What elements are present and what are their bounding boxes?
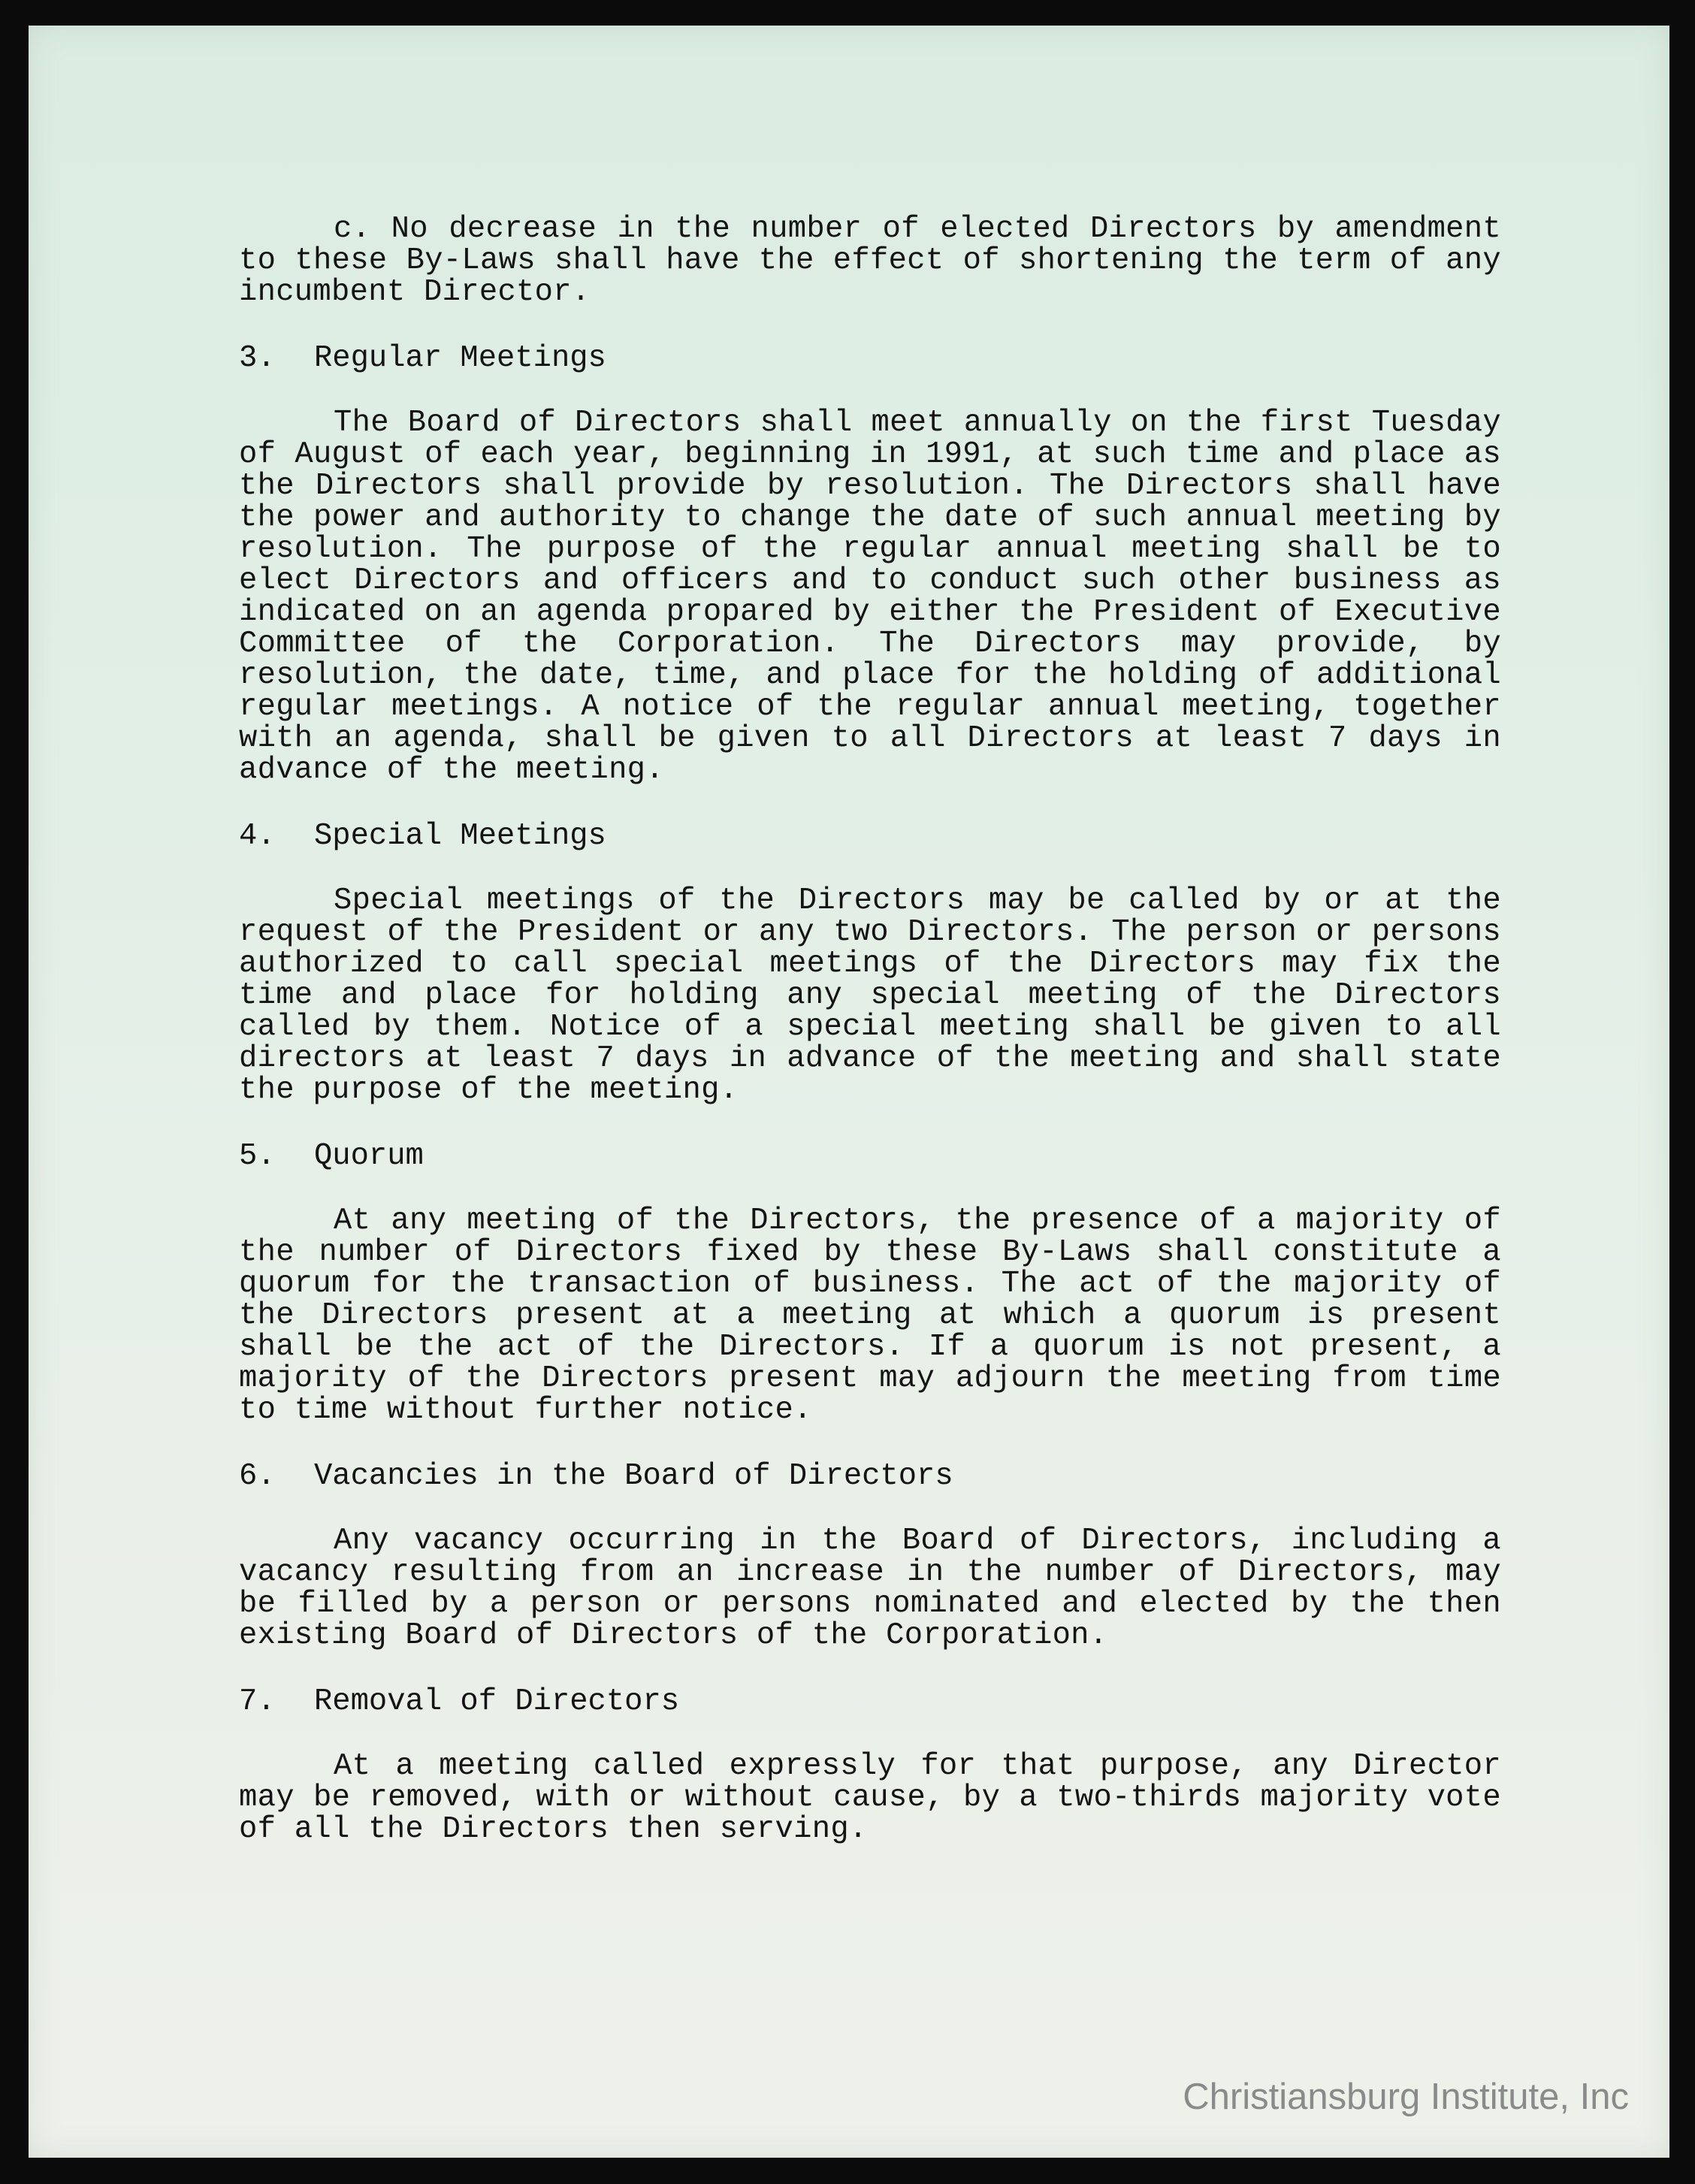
section-body: Any vacancy occurring in the Board of Directors, including a vacancy resulting from an increase in the number of Directors, may be filled by a person or persons nominated and elected by the then existing Board of Directors of the Corporation. [239,1524,1501,1653]
section-removal-of-directors [239,1686,1501,1845]
section-title: Special Meetings [314,819,606,853]
document-body [239,213,1501,1880]
intro-paragraph: c. No decrease in the number of elected Directors by amendment to these By-Laws shall have the effect of shortening the term of any incumbent Director. [239,212,1501,310]
section-title: Removal of Directors [314,1684,680,1719]
section-body: Special meetings of the Directors may be called by or at the request of the President or any two Directors. The person or persons authorized to call special meetings of the Directors may fix the time and place for holding any special meeting of the Directors called by them. Notice of a special meeting shall be given to all directors at least 7 days in advance of the meeting and shall state the purpose of the meeting. [239,884,1501,1107]
section-body: The Board of Directors shall meet annually on the first Tuesday of August of each year, beginning in 1991, at such time and place as the Directors shall provide by resolution. The Directors shall have the power and authority to change the date of such annual meeting by resolution. The purpose of the regular annual meeting shall be to elect Directors and officers and to conduct such other business as indicated on an agenda propared by either the President of Executive Committee of the Corporation. The Directors may provide, by resolution, the date, time, and place for the holding of additional regular meetings. A notice of the regular annual meeting, together with an agenda, shall be given to all Directors at least 7 days in advance of the meeting. [239,406,1501,787]
section-quorum [239,1140,1501,1426]
watermark: Christiansburg Institute, Inc [1183,2077,1629,2117]
section-title: Quorum [314,1139,424,1174]
section-body: At a meeting called expressly for that purpose, any Director may be removed, with or without cause, by a two-thirds majority vote of all the Directors then serving. [239,1749,1501,1847]
section-heading [239,1140,1501,1172]
section-title: Regular Meetings [314,341,606,376]
section-vacancies [239,1461,1501,1651]
section-heading [239,1461,1501,1492]
section-heading [239,820,1501,852]
section-special-meetings [239,820,1501,1106]
document-page [29,26,1669,2158]
section-title: Vacancies in the Board of Directors [314,1459,953,1494]
section-number: 7. [239,1684,276,1719]
section-regular-meetings [239,343,1501,786]
section-body: At any meeting of the Directors, the presence of a majority of the number of Directors fixed by these By-Laws shall constitute a quorum for the transaction of business. The act of the majority of the Directors present at a meeting at which a quorum is present shall be the act of the Directors. If a quorum is not present, a majority of the Directors present may adjourn the meeting from time to time without further notice. [239,1204,1501,1427]
section-number: 5. [239,1139,276,1174]
section-heading [239,1686,1501,1717]
section-number: 6. [239,1459,276,1494]
section-number: 3. [239,341,276,376]
section-heading [239,343,1501,374]
section-number: 4. [239,819,276,853]
